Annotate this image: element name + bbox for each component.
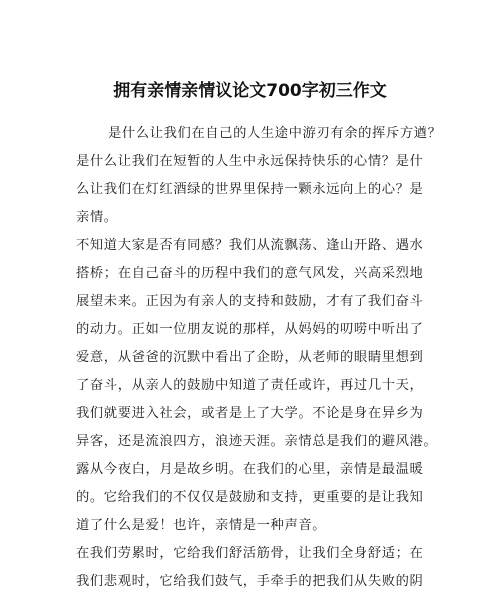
- paragraph-line: 么让我们在灯红酒绿的世界里保持一颗永远向上的心？是: [76, 182, 424, 197]
- paragraph-line: 的。它给我们的不仅仅是鼓励和支持，更重要的是让我知: [76, 490, 424, 505]
- paragraph-line: 露从今夜白，月是故乡明。在我们的心里，亲情是最温暖: [76, 462, 424, 477]
- paragraph-line: 是什么让我们在短暂的人生中永远保持快乐的心情？是什: [76, 154, 424, 169]
- paragraph-line: 是什么让我们在自己的人生途中游刃有余的挥斥方遒？: [108, 126, 442, 141]
- document-body: [76, 120, 442, 596]
- paragraph-line: 的动力。正如一位朋友说的那样，从妈妈的叨唠中听出了: [76, 322, 424, 337]
- paragraph-line: 不知道大家是否有同感？我们从流飘荡、逢山开路、遇水: [76, 238, 424, 253]
- paragraph-line: 搭桥；在自己奋斗的历程中我们的意气风发，兴高采烈地: [76, 266, 424, 281]
- paragraph-line: 在我们劳累时，它给我们舒活筋骨，让我们全身舒适；在: [76, 546, 424, 561]
- paragraph-line: 道了什么是爱！也许，亲情是一种声音。: [76, 518, 327, 533]
- paragraph-line: 我们悲观时，它给我们鼓气，手牵手的把我们从失败的阴: [76, 574, 424, 589]
- paragraph-line: 异客，还是流浪四方，浪迹天涯。亲情总是我们的避风港。: [76, 434, 438, 449]
- paragraph-line: 爱意，从爸爸的沉默中看出了企盼，从老师的眼睛里想到: [76, 350, 424, 365]
- paragraph-line: 我们就要进入社会，或者是上了大学。不论是身在异乡为: [76, 406, 424, 421]
- paragraph-line: 了奋斗，从亲人的鼓励中知道了责任或许，再过几十天，: [76, 378, 424, 393]
- document-title: 拥有亲情亲情议论文700字初三作文: [113, 81, 387, 101]
- paragraph-line: 亲情。: [76, 210, 118, 225]
- paragraph-line: 展望未来。正因为有亲人的支持和鼓励，才有了我们奋斗: [76, 294, 424, 309]
